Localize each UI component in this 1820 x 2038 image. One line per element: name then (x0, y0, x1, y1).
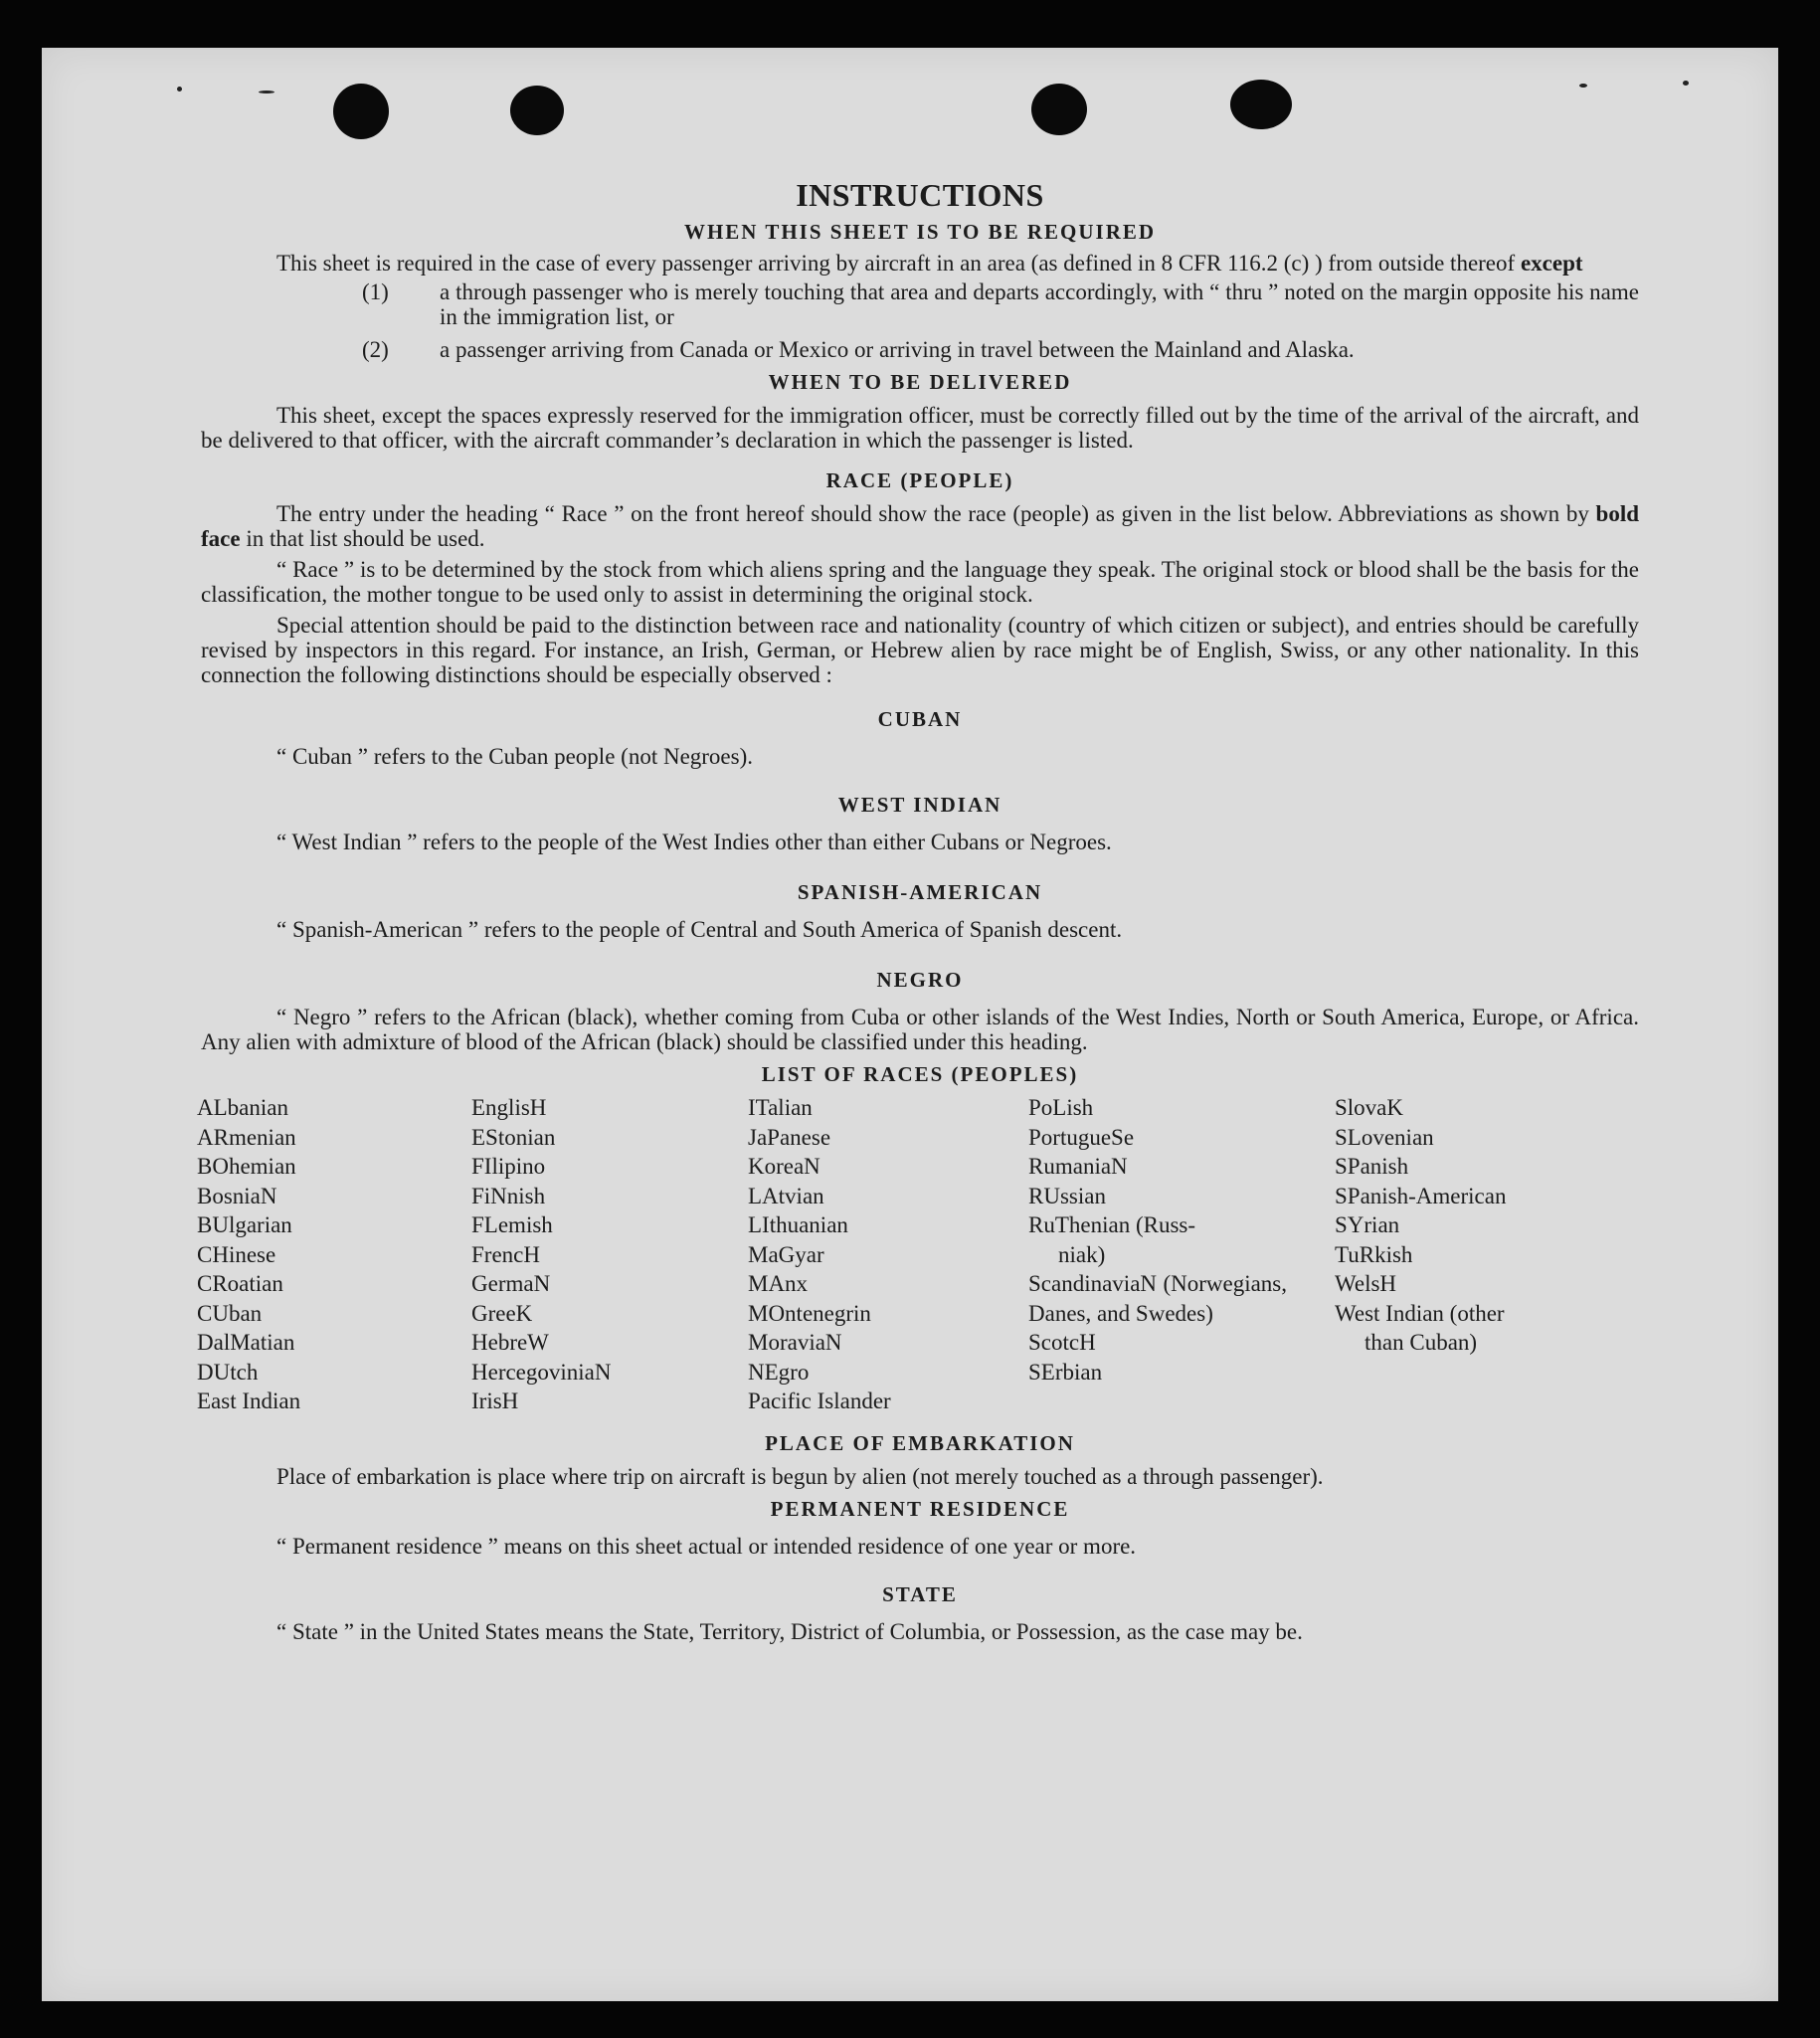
race-item: Pacific Islander (748, 1389, 891, 1413)
race-item: SPanish (1335, 1154, 1409, 1179)
list-item (201, 279, 1639, 329)
race-item: GreeK (471, 1300, 533, 1326)
race-item: RuThenian (Russ- (1028, 1212, 1196, 1237)
race-item: SlovaK (1335, 1095, 1403, 1120)
race-item: PortugueSe (1028, 1124, 1135, 1150)
item-number: (1) (362, 279, 389, 304)
heading-negro: NEGRO (876, 968, 964, 992)
race-item: ITalian (748, 1095, 813, 1120)
document-sheet (42, 48, 1778, 2001)
race-item: FIlipino (471, 1154, 546, 1179)
race-item: ARmenian (197, 1124, 296, 1150)
race-text-c: in that list should be used. (246, 526, 485, 551)
race-item: RumaniaN (1028, 1154, 1128, 1179)
page-title: INSTRUCTIONS (796, 177, 1044, 213)
race-item: SLovenian (1335, 1124, 1434, 1150)
race-item: TuRkish (1335, 1241, 1413, 1267)
race-item: LIthuanian (748, 1212, 848, 1237)
item-text: a passenger arriving from Canada or Mexico or arriving in travel between the Mainland and Alaska. (440, 337, 1355, 362)
punch-hole (333, 84, 389, 139)
heading-cuban: CUBAN (877, 707, 963, 731)
except-text: except (1520, 251, 1583, 276)
punch-hole (1031, 84, 1087, 135)
heading-state: STATE (882, 1582, 958, 1606)
race-item: EStonian (471, 1124, 556, 1150)
race-item: PoLish (1028, 1095, 1094, 1120)
race-item: NEgro (748, 1359, 810, 1385)
paragraph-race-3: Special attention should be paid to the distinction between race and nationality (country of which citizen or subject), and entries should be carefully revised by inspectors in this regard. For instance, an Irish, German, or Hebrew alien by race might be of English, Swiss, or any other nationality. In this connection the following distinctions should be especially observed : (201, 613, 1639, 687)
race-item: CRoatian (197, 1271, 283, 1296)
heading-embarkation: PLACE OF EMBARKATION (765, 1431, 1075, 1455)
race-item: ScandinaviaN (Norwegians, Danes, and Swedes) (1028, 1271, 1287, 1326)
intro-text: This sheet is required in the case of every passenger arriving by aircraft in an area (as defined in 8 CFR 116.2 (c) ) from outside thereof (276, 251, 1516, 276)
heading-race: RACE (PEOPLE) (825, 468, 1014, 492)
race-item: HebreW (471, 1330, 549, 1355)
race-item: ALbanian (197, 1095, 288, 1120)
race-item: DUtch (197, 1359, 259, 1385)
race-column (748, 1093, 891, 1416)
race-item: KoreaN (748, 1154, 820, 1179)
race-item: HercegoviniaN (471, 1359, 612, 1385)
race-item: GermaN (471, 1271, 551, 1296)
heading-when-required: WHEN THIS SHEET IS TO BE REQUIRED (683, 220, 1157, 244)
bold-face-text: bold face (201, 501, 1640, 551)
paragraph-negro: “ Negro ” refers to the African (black), whether coming from Cuba or other islands of the West Indies, North or South America, Europe, or Africa. Any alien with admixture of blood of the African (black) should be classified under this heading. (201, 1005, 1639, 1054)
speck (1683, 81, 1689, 86)
race-item: BUlgarian (197, 1212, 292, 1237)
race-item: MOntenegrin (748, 1300, 871, 1326)
heading-permanent-residence: PERMANENT RESIDENCE (770, 1497, 1070, 1521)
race-item: niak) (1058, 1241, 1106, 1267)
heading-when-delivered: WHEN TO BE DELIVERED (768, 370, 1072, 394)
race-item: than Cuban) (1365, 1330, 1478, 1355)
race-column (1335, 1093, 1506, 1358)
race-item: SYrian (1335, 1212, 1400, 1237)
race-item: LAtvian (748, 1183, 824, 1208)
race-item: East Indian (197, 1389, 301, 1413)
race-column (197, 1093, 300, 1416)
paragraph-state: “ State ” in the United States means the State, Territory, District of Columbia, or Possession, as the case may be. (276, 1619, 1303, 1644)
paragraph-when-delivered: This sheet, except the spaces expressly reserved for the immigration officer, must be correctly filled out by the time of the arrival of the aircraft, and be delivered to that officer, with the aircraft commander’s declaration in which the passenger is listed. (201, 403, 1639, 453)
paragraph-race-1 (201, 501, 1639, 551)
speck (177, 87, 182, 92)
race-item: EnglisH (471, 1095, 547, 1120)
speck (1579, 84, 1587, 88)
paragraph-embarkation: Place of embarkation is place where trip on aircraft is begun by alien (not merely touched as a through passenger). (276, 1464, 1324, 1489)
race-item: FrencH (471, 1241, 540, 1267)
item-text: a through passenger who is merely touching that area and departs accordingly, with “ thru ” noted on the margin opposite his name in the immigration list, or (440, 279, 1639, 329)
race-item: West Indian (other (1335, 1300, 1505, 1326)
race-item: SErbian (1028, 1359, 1103, 1385)
paragraph-spanish-american: “ Spanish-American ” refers to the people of Central and South America of Spanish descent. (276, 917, 1123, 942)
race-text-a: The entry under the heading “ Race ” on the front hereof should show the race (people) as given in the list below. Abbreviations as shown by (276, 501, 1589, 526)
race-item: BOhemian (197, 1154, 296, 1179)
race-item: SPanish-American (1335, 1183, 1507, 1208)
item-number: (2) (362, 337, 389, 362)
race-item: MaGyar (748, 1241, 824, 1267)
heading-spanish-american: SPANISH-AMERICAN (797, 880, 1043, 904)
speck (259, 91, 274, 93)
race-item: IrisH (471, 1389, 519, 1413)
race-item: ScotcH (1028, 1330, 1096, 1355)
list-item (201, 337, 1639, 362)
punch-hole (1230, 80, 1292, 129)
race-item: RUssian (1028, 1183, 1106, 1208)
race-list (197, 1093, 1639, 1421)
race-item: CHinese (197, 1241, 276, 1267)
race-column (471, 1093, 612, 1416)
heading-west-indian: WEST INDIAN (837, 793, 1002, 817)
race-item: JaPanese (748, 1124, 831, 1150)
race-item: WelsH (1335, 1271, 1397, 1296)
paragraph-when-required (201, 251, 1639, 276)
punch-hole (510, 86, 564, 135)
paragraph-cuban: “ Cuban ” refers to the Cuban people (not Negroes). (276, 744, 754, 769)
race-item: FiNnish (471, 1183, 546, 1208)
race-item: FLemish (471, 1212, 553, 1237)
paragraph-race-2: “ Race ” is to be determined by the stock from which aliens spring and the language they speak. The original stock or blood shall be the basis for the classification, the mother tongue to be used only to assist in determining the original stock. (201, 557, 1639, 607)
paragraph-west-indian: “ West Indian ” refers to the people of the West Indies other than either Cubans or Negroes. (276, 830, 1112, 854)
race-item: MAnx (748, 1271, 809, 1296)
paragraph-permanent-residence: “ Permanent residence ” means on this sheet actual or intended residence of one year or more. (276, 1534, 1137, 1559)
document-body (197, 177, 1640, 1644)
heading-list-of-races: LIST OF RACES (PEOPLES) (761, 1062, 1079, 1086)
race-item: BosniaN (197, 1183, 277, 1208)
race-item: MoraviaN (748, 1330, 842, 1355)
race-item: DalMatian (197, 1330, 295, 1355)
race-item: CUban (197, 1300, 263, 1326)
race-column (1028, 1093, 1287, 1387)
